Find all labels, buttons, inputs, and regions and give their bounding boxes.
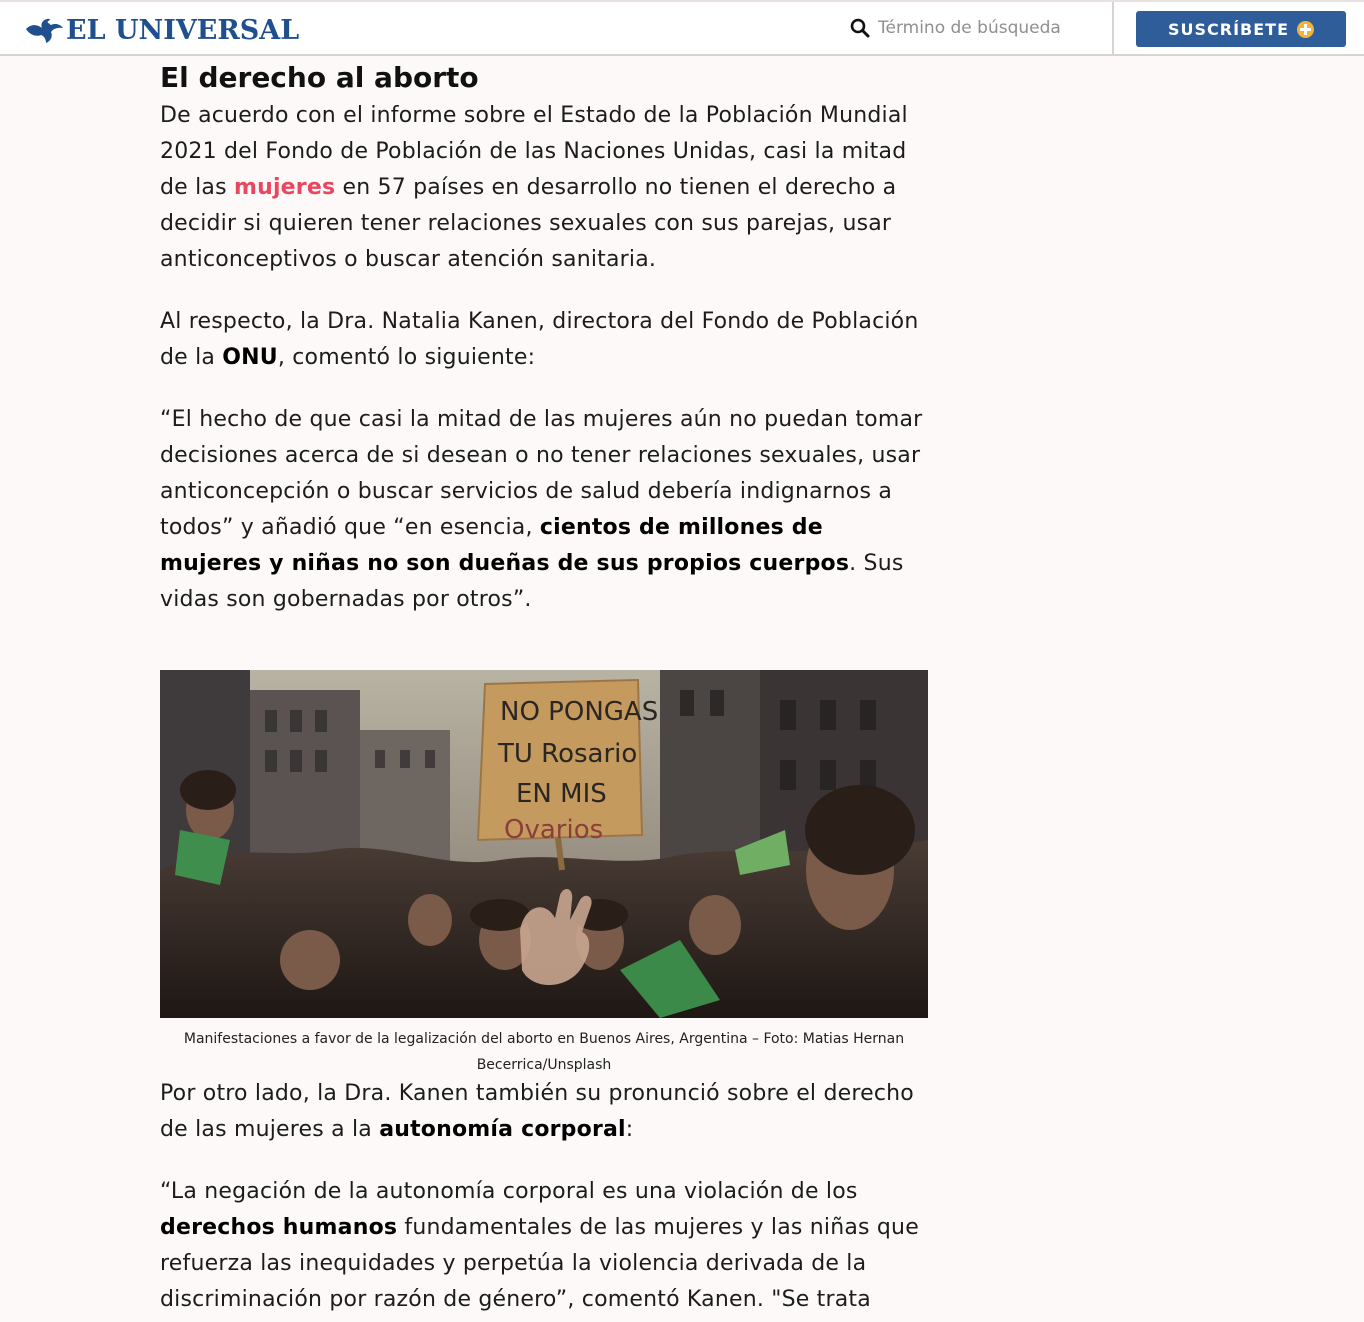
mujeres-link[interactable]: mujeres: [233, 175, 336, 200]
paragraph-informe: De acuerdo con el informe sobre el Estado de la Población Mundial 2021 del Fondo de Población de las Naciones Unidas, casi la mitad de las mujeres en 57 países en desarrollo no tienen el derecho a decidir si quieren tener relaciones sexuales con sus parejas, usar anticonceptivos o buscar atención sanitaria.: [160, 103, 908, 272]
subscribe-label: SUSCRÍBETE: [1167, 19, 1290, 39]
section-heading: El derecho al aborto: [160, 61, 479, 94]
paragraph-quote-2: “La negación de la autonomía corporal es una violación de los derechos humanos fundamentales de las mujeres y las niñas que refuerza las inequidades y perpetúa la violencia derivada de la discriminación por razón de género”, comentó Kanen. "Se trata: [160, 1179, 919, 1312]
site-header: [0, 0, 1364, 56]
paragraph-autonomia: Por otro lado, la Dra. Kanen también su pronunció sobre el derecho de las mujeres a la autonomía corporal:: [160, 1081, 914, 1142]
plus-icon: [1297, 21, 1314, 38]
sign-line-4: Ovarios: [504, 815, 604, 845]
logo-wordmark: EL UNIVERSAL: [66, 14, 300, 46]
search-icon[interactable]: [850, 18, 870, 38]
protest-photo: [160, 670, 928, 1018]
sign-line-1: NO PONGAS: [500, 697, 659, 727]
sign-line-3: EN MIS: [516, 779, 607, 809]
eagle-icon: [24, 15, 64, 45]
search-bar: [850, 18, 1108, 38]
paragraph-quote-1: “El hecho de que casi la mitad de las mujeres aún no puedan tomar decisiones acerca de si desean o no tener relaciones sexuales, usar anticoncepción o buscar servicios de salud debería indignarnos a todos” y añadió que “en esencia, cientos de millones de mujeres y niñas no son dueñas de sus propios cuerpos. Sus vidas son gobernadas por otros”.: [160, 407, 923, 612]
paragraph-kanen-intro: Al respecto, la Dra. Natalia Kanen, directora del Fondo de Población de la ONU, comentó lo siguiente:: [160, 309, 919, 370]
sign-line-2: TU Rosario: [498, 739, 638, 769]
header-divider: [1112, 2, 1114, 56]
subscribe-button[interactable]: [1136, 11, 1346, 47]
article-body: [160, 58, 930, 1312]
article-figure: [160, 670, 928, 1078]
site-logo[interactable]: [24, 12, 299, 48]
figure-caption: Manifestaciones a favor de la legalización del aborto en Buenos Aires, Argentina – Foto: Matias Hernan Becerrica/Unsplash: [183, 1031, 905, 1073]
search-input[interactable]: [878, 18, 1108, 38]
